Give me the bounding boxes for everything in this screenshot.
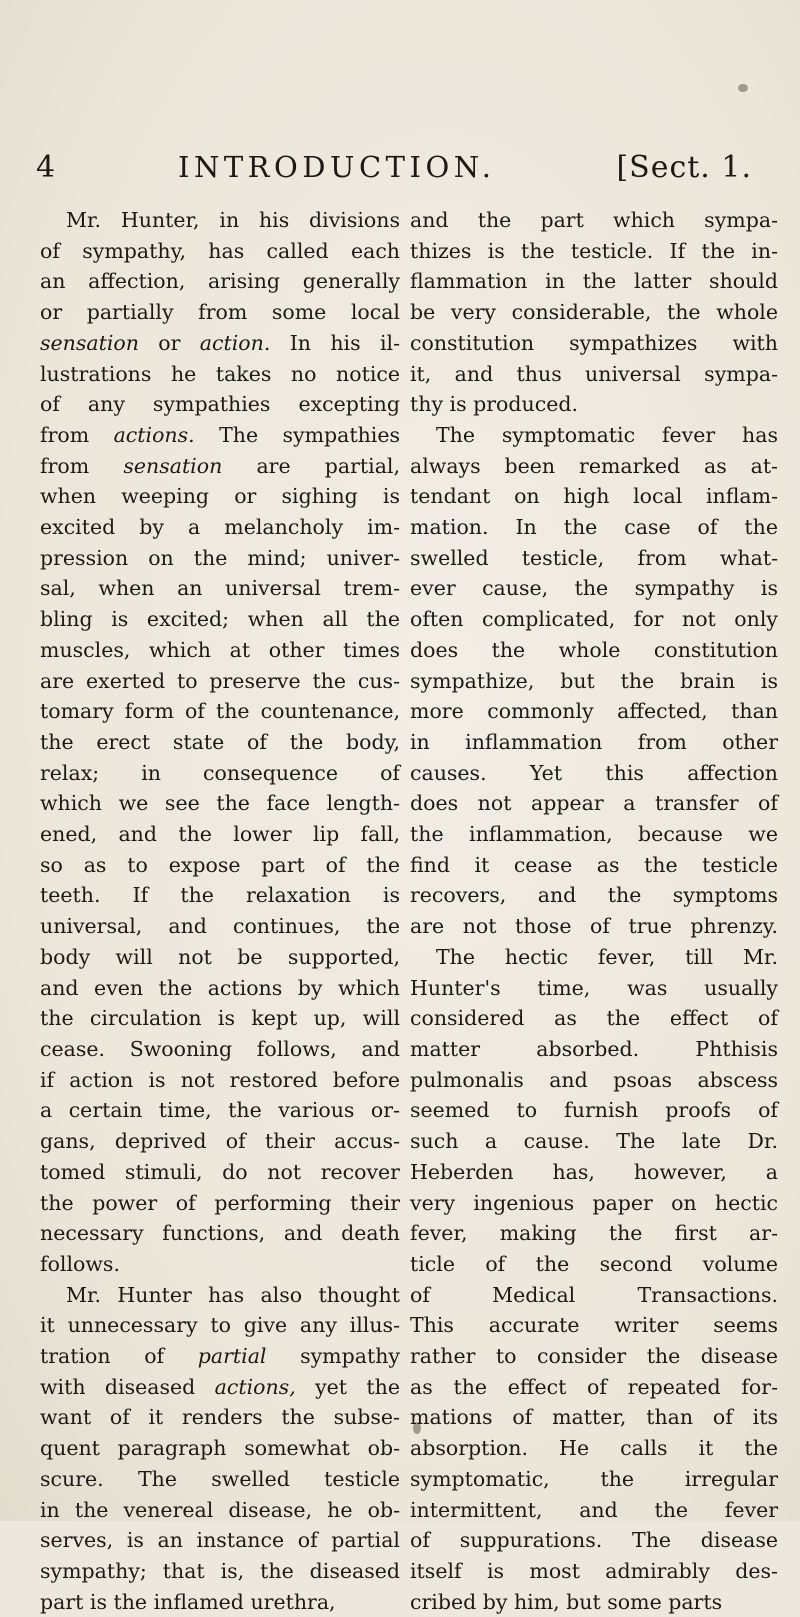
text-line: in the venereal disease, he ob- [40, 1497, 400, 1522]
text-line: an affection, arising generally [40, 269, 400, 294]
text-line: which we see the face length- [40, 791, 400, 816]
left-text-column [40, 205, 400, 1617]
text-line: tomed stimuli, do not recover [40, 1159, 400, 1184]
text-line: necessary functions, and death [40, 1221, 400, 1246]
text-line: body will not be supported, [40, 944, 400, 969]
text-line: universal, and continues, the [40, 914, 400, 939]
text-line: absorption. He calls it the [410, 1436, 778, 1461]
text-line: tomary form of the countenance, [40, 699, 400, 724]
text-line: very ingenious paper on hectic [410, 1190, 778, 1215]
text-line: from sensation are partial, [40, 453, 401, 478]
text-line: sal, when an universal trem- [40, 576, 400, 601]
text-line: symptomatic, the irregular [410, 1466, 778, 1491]
text-line: considered as the effect of [410, 1006, 778, 1031]
text-line: often complicated, for not only [410, 607, 778, 632]
text-line: relax; in consequence of [40, 760, 400, 785]
text-line: more commonly affected, than [410, 699, 778, 724]
right-text-column [410, 205, 778, 1617]
text-line: does the whole constitution [410, 637, 778, 662]
text-line: the inflammation, because we [410, 822, 778, 847]
text-line: follows. [40, 1251, 120, 1276]
text-line: as the effect of repeated for- [410, 1374, 778, 1399]
text-line: The hectic fever, till Mr. [436, 944, 778, 969]
text-line: ticle of the second volume [410, 1251, 778, 1276]
text-line: if action is not restored before [40, 1067, 400, 1092]
text-line: pulmonalis and psoas abscess [410, 1067, 778, 1092]
running-title: INTRODUCTION. [178, 150, 496, 184]
text-line: swelled testicle, from what- [410, 545, 778, 570]
text-line: of any sympathies excepting [40, 392, 400, 417]
text-line: cribed by him, but some parts [410, 1589, 723, 1614]
text-line: such a cause. The late Dr. [410, 1129, 778, 1154]
page-number: 4 [36, 150, 56, 185]
text-line: when weeping or sighing is [40, 484, 400, 509]
text-line: thizes is the testicle. If the in- [410, 238, 778, 263]
text-line: in inflammation from other [410, 729, 778, 754]
text-line: seemed to furnish proofs of [410, 1098, 778, 1123]
text-line: itself is most admirably des- [410, 1558, 778, 1583]
text-line: This accurate writer seems [410, 1313, 778, 1338]
text-line: want of it renders the subse- [40, 1405, 400, 1430]
text-line: so as to expose part of the [40, 852, 400, 877]
text-line: thy is produced. [410, 392, 578, 417]
text-line: and even the actions by which [40, 975, 400, 1000]
text-line: excited by a melancholy im- [40, 515, 400, 540]
text-line: Mr. Hunter has also thought [66, 1282, 400, 1307]
text-line: Hunter's time, was usually [410, 975, 778, 1000]
text-line: mation. In the case of the [410, 515, 778, 540]
text-line: it unnecessary to give any illus- [40, 1313, 400, 1338]
text-line: a certain time, the various or- [40, 1098, 400, 1123]
text-line: ened, and the lower lip fall, [40, 822, 400, 847]
text-line: find it cease as the testicle [410, 852, 778, 877]
text-line: sympathize, but the brain is [410, 668, 778, 693]
text-line: Mr. Hunter, in his divisions [66, 208, 400, 232]
text-line: serves, is an instance of partial [40, 1528, 400, 1553]
text-line: and the part which sympa- [410, 208, 778, 232]
text-line: be very considerable, the whole [410, 300, 778, 325]
page-header [36, 150, 776, 194]
text-line: cease. Swooning follows, and [40, 1036, 400, 1061]
text-line: sympathy; that is, the diseased [40, 1558, 400, 1583]
text-line: the circulation is kept up, will [40, 1006, 400, 1031]
text-line: recovers, and the symptoms [410, 883, 778, 908]
text-line: part is the inflamed urethra, [40, 1589, 336, 1614]
text-line: of sympathy, has called each [40, 238, 400, 263]
text-line: the power of performing their [40, 1190, 400, 1215]
text-line: teeth. If the relaxation is [40, 883, 400, 908]
text-line: rather to consider the disease [410, 1344, 778, 1369]
text-line: The symptomatic fever has [436, 422, 778, 447]
text-line: are not those of true phrenzy. [410, 914, 778, 939]
text-line: always been remarked as at- [410, 453, 778, 478]
text-line: the erect state of the body, [40, 729, 400, 754]
text-line: are exerted to preserve the cus- [40, 668, 400, 693]
text-line: tendant on high local inflam- [410, 484, 778, 509]
text-line: of suppurations. The disease [410, 1528, 778, 1553]
text-line: mations of matter, than of its [410, 1405, 778, 1430]
text-line: of Medical Transactions. [410, 1282, 778, 1307]
text-line: muscles, which at other times [40, 637, 400, 662]
text-line: causes. Yet this affection [410, 760, 778, 785]
text-line: fever, making the first ar- [410, 1221, 778, 1246]
text-line: intermittent, and the fever [410, 1497, 778, 1522]
text-line: flammation in the latter should [410, 269, 778, 294]
text-line: with diseased actions, yet the [40, 1374, 400, 1399]
text-line: lustrations he takes no notice [40, 361, 400, 386]
text-line: or partially from some local [40, 300, 400, 325]
text-line: from actions. The sympathies [40, 422, 401, 447]
text-line: tration of partial sympathy [40, 1344, 400, 1369]
text-line: Heberden has, however, a [410, 1159, 778, 1184]
section-label: [Sect. 1. [616, 150, 752, 185]
text-line: matter absorbed. Phthisis [410, 1036, 778, 1061]
text-line: constitution sympathizes with [410, 330, 778, 355]
text-line: ever cause, the sympathy is [410, 576, 778, 601]
text-line: bling is excited; when all the [40, 607, 400, 632]
text-line: pression on the mind; univer- [40, 545, 400, 570]
text-line: gans, deprived of their accus- [40, 1129, 400, 1154]
text-line: does not appear a transfer of [410, 791, 778, 816]
text-line: it, and thus universal sympa- [410, 361, 778, 386]
text-line: scure. The swelled testicle [40, 1466, 400, 1491]
text-line: sensation or action. In his il- [40, 330, 400, 355]
ink-spot [738, 84, 748, 92]
text-line: quent paragraph somewhat ob- [40, 1436, 400, 1461]
